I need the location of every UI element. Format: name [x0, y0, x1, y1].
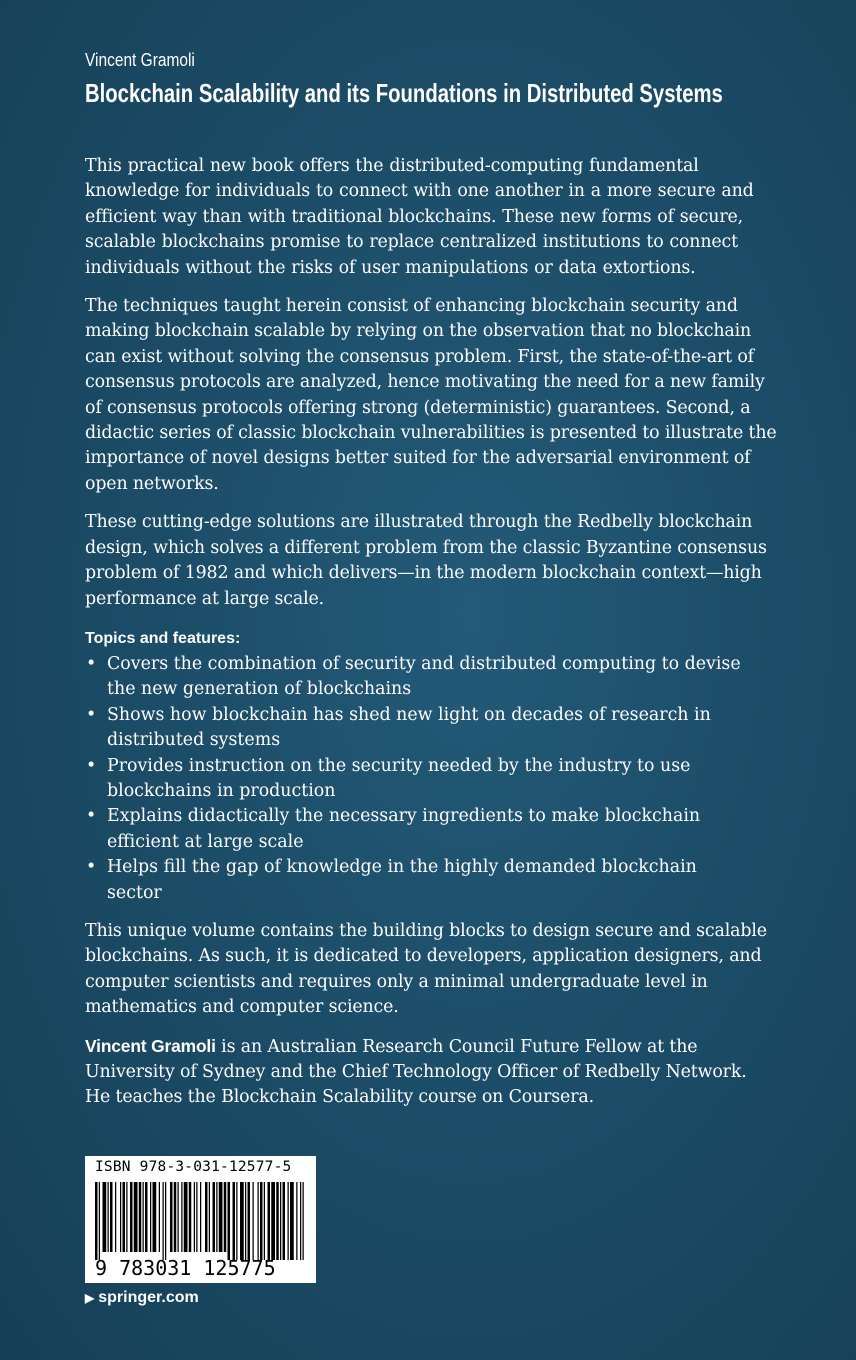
- barcode-bar: [99, 1182, 100, 1260]
- barcode-bar: [276, 1182, 279, 1260]
- barcode-bar: [300, 1182, 301, 1260]
- isbn-label: ISBN 978-3-031-12577-5: [95, 1159, 292, 1175]
- barcode-bar: [178, 1182, 179, 1252]
- barcode-bar: [159, 1182, 160, 1252]
- list-item: [85, 703, 777, 754]
- barcode-bar: [196, 1182, 197, 1252]
- arrow-right-icon: ▶: [85, 1291, 95, 1305]
- barcode-bar: [248, 1182, 251, 1260]
- barcode-bar: [170, 1182, 173, 1252]
- list-item: [85, 804, 777, 855]
- barcode-digits: 9 783031 125775: [95, 1256, 276, 1280]
- barcode-bar: [288, 1182, 289, 1260]
- barcode-bar: [253, 1182, 254, 1260]
- isbn-barcode: [85, 1156, 316, 1283]
- author-bio: [85, 1034, 777, 1111]
- author-name: Vincent Gramoli: [85, 50, 195, 70]
- features-list: [85, 652, 777, 906]
- bullet-icon: •: [86, 653, 97, 674]
- barcode-bar: [240, 1182, 244, 1260]
- barcode-bar: [110, 1182, 113, 1252]
- barcode-bar: [271, 1182, 275, 1260]
- barcode-bar: [209, 1182, 210, 1252]
- barcode-bar: [280, 1182, 281, 1260]
- barcode-bar: [139, 1182, 142, 1252]
- barcode-bar: [245, 1182, 246, 1260]
- barcode-bar: [219, 1182, 223, 1252]
- barcode-bar: [290, 1182, 294, 1260]
- barcode-bar: [264, 1182, 265, 1260]
- barcode-bar: [181, 1182, 182, 1252]
- barcode-bar: [268, 1182, 271, 1260]
- bullet-icon: •: [86, 704, 97, 725]
- barcode-bar: [153, 1182, 157, 1252]
- list-item: [85, 855, 777, 906]
- paragraph-intro: This practical new book offers the distributed-computing fundamental knowledge for individuals to connect with one another in a more secure and efficient way than with traditional blockchains. These new forms of secure, scalable blockchains promise to replace centralized institutions to connect individuals without the risks of user manipulations or data extortions.: [85, 156, 754, 278]
- barcode-bar: [126, 1182, 127, 1252]
- barcode-bar: [130, 1182, 133, 1252]
- barcode-bar: [216, 1182, 217, 1252]
- feature-text: Covers the combination of security and distributed computing to devise the new generation of blockchains: [107, 653, 741, 700]
- bullet-icon: •: [86, 806, 97, 827]
- topics-heading: Topics and features:: [85, 629, 241, 647]
- bullet-icon: •: [86, 857, 97, 878]
- barcode-bar: [260, 1182, 263, 1260]
- barcode-bar: [103, 1182, 107, 1252]
- list-item: [85, 754, 777, 805]
- barcode-bar: [163, 1182, 164, 1260]
- barcode-bar: [233, 1182, 236, 1260]
- barcode-bar: [200, 1182, 201, 1252]
- description: [85, 154, 777, 1124]
- barcode-bar: [236, 1182, 237, 1260]
- barcode-bar: [296, 1182, 297, 1260]
- barcode-bar: [213, 1182, 216, 1252]
- paragraph-solutions: These cutting-edge solutions are illustrated through the Redbelly blockchain design, which solves a different problem from the classic Byzantine consensus problem of 1982 and which delivers—in the modern blockchain context—high performance at large scale.: [85, 512, 767, 609]
- barcode-bar: [283, 1182, 286, 1260]
- feature-text: Helps fill the gap of knowledge in the highly demanded blockchain sector: [107, 857, 697, 903]
- paragraph-closing: This unique volume contains the building blocks to design secure and scalable blockchains. As such, it is dedicated to developers, application designers, and computer scientists and requires only a minimal undergraduate level in mathematics and computer science.: [85, 920, 767, 1018]
- list-item: [85, 652, 777, 703]
- barcode-bar: [123, 1182, 126, 1252]
- barcode-bar: [228, 1182, 231, 1260]
- publisher-link[interactable]: [85, 1289, 199, 1307]
- barcode-bar: [134, 1182, 138, 1252]
- barcode-bar: [143, 1182, 144, 1252]
- feature-text: Shows how blockchain has shed new light on decades of research in distributed systems: [107, 704, 711, 751]
- barcode-bar: [184, 1182, 188, 1252]
- barcode-bar: [108, 1182, 109, 1252]
- barcode-bar: [145, 1182, 148, 1252]
- barcode-bar: [224, 1182, 227, 1252]
- barcode-bar: [189, 1182, 192, 1252]
- barcode-bar: [120, 1182, 121, 1252]
- barcode-bar: [258, 1182, 259, 1260]
- feature-text: Explains didactically the necessary ingredients to make blockchain efficient at large scale: [107, 806, 701, 852]
- barcode-bars: [95, 1182, 307, 1260]
- publisher-url: springer.com: [98, 1289, 199, 1306]
- bullet-icon: •: [86, 755, 97, 776]
- barcode-bar: [115, 1182, 116, 1252]
- book-title: Blockchain Scalability and its Foundations in Distributed Systems: [85, 78, 723, 108]
- paragraph-techniques: The techniques taught herein consist of enhancing blockchain security and making blockchain scalable by relying on the observation that no blockchain can exist without solving the consensus problem. First, the state-of-the-art of consensus protocols are analyzed, hence motivating the need for a new family of consensus protocols offering strong (deterministic) guarantees. Second, a didactic series of classic blockchain vulnerabilities is presented to illustrate the importance of novel designs better suited for the adversarial environment of open networks.: [85, 296, 777, 494]
- barcode-bar: [303, 1182, 304, 1260]
- barcode-bar: [194, 1182, 195, 1252]
- barcode-bar: [95, 1182, 98, 1260]
- barcode-bar: [174, 1182, 177, 1252]
- barcode-bar: [150, 1182, 151, 1252]
- feature-text: Provides instruction on the security needed by the industry to use blockchains in production: [107, 755, 691, 801]
- bio-text: is an Australian Research Council Future Fellow at the University of Sydney and the Chief Technology Officer of Redbelly Network. He teaches the Blockchain Scalability course on Coursera.: [85, 1036, 747, 1108]
- bio-author-name: Vincent Gramoli: [85, 1035, 216, 1056]
- barcode-bar: [205, 1182, 208, 1252]
- barcode-bar: [165, 1182, 166, 1260]
